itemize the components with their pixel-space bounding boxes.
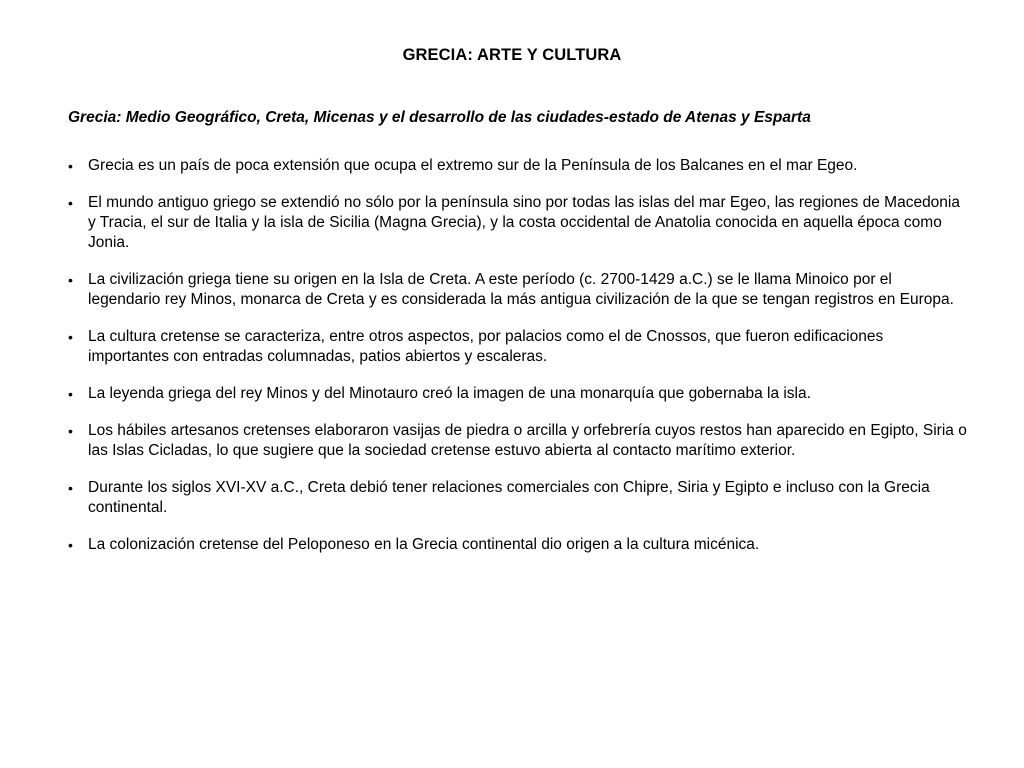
bullet-icon: • bbox=[68, 158, 73, 174]
bullet-text: La colonización cretense del Peloponeso en la Grecia continental dio origen a la cultura micénica. bbox=[88, 536, 760, 553]
bullet-item bbox=[68, 327, 968, 367]
bullet-item bbox=[68, 535, 968, 555]
bullet-text: Durante los siglos XVI-XV a.C., Creta debió tener relaciones comerciales con Chipre, Siria y Egipto e incluso con la Grecia continental. bbox=[88, 479, 930, 516]
bullet-icon: • bbox=[68, 386, 73, 402]
bullet-item bbox=[68, 384, 968, 404]
bullet-text: Grecia es un país de poca extensión que ocupa el extremo sur de la Península de los Balcanes en el mar Egeo. bbox=[88, 157, 858, 174]
bullet-item bbox=[68, 156, 968, 176]
bullet-text: El mundo antiguo griego se extendió no sólo por la península sino por todas las islas del mar Egeo, las regiones de Macedonia y Tracia, el sur de Italia y la isla de Sicilia (Magna Grecia), y la costa occidental de Anatolia conocida en aquella época como Jonia. bbox=[88, 194, 960, 251]
bullet-item bbox=[68, 478, 968, 518]
bullet-icon: • bbox=[68, 537, 73, 553]
bullet-icon: • bbox=[68, 272, 73, 288]
bullet-icon: • bbox=[68, 480, 73, 496]
bullet-icon: • bbox=[68, 195, 73, 211]
bullet-text: Los hábiles artesanos cretenses elaboraron vasijas de piedra o arcilla y orfebrería cuyos restos han aparecido en Egipto, Siria o las Islas Cicladas, lo que sugiere que la sociedad cretense estuvo abierta al contacto marítimo exterior. bbox=[88, 422, 967, 459]
bullet-text: La cultura cretense se caracteriza, entre otros aspectos, por palacios como el de Cnossos, que fueron edificaciones importantes con entradas columnadas, patios abiertos y escaleras. bbox=[88, 328, 884, 365]
bullet-list bbox=[68, 156, 968, 572]
bullet-icon: • bbox=[68, 423, 73, 439]
bullet-icon: • bbox=[68, 329, 73, 345]
bullet-text: La leyenda griega del rey Minos y del Minotauro creó la imagen de una monarquía que gobernaba la isla. bbox=[88, 385, 811, 402]
bullet-item bbox=[68, 193, 968, 253]
bullet-item bbox=[68, 270, 968, 310]
bullet-item bbox=[68, 421, 968, 461]
slide-subtitle: Grecia: Medio Geográfico, Creta, Micenas y el desarrollo de las ciudades-estado de Atenas y Esparta bbox=[68, 109, 811, 126]
bullet-text: La civilización griega tiene su origen en la Isla de Creta. A este período (c. 2700-1429 a.C.) se le llama Minoico por el legendario rey Minos, monarca de Creta y es considerada la más antigua civilización de la que se tengan registros en Europa. bbox=[88, 271, 954, 308]
slide-title: GRECIA: ARTE Y CULTURA bbox=[402, 46, 622, 64]
